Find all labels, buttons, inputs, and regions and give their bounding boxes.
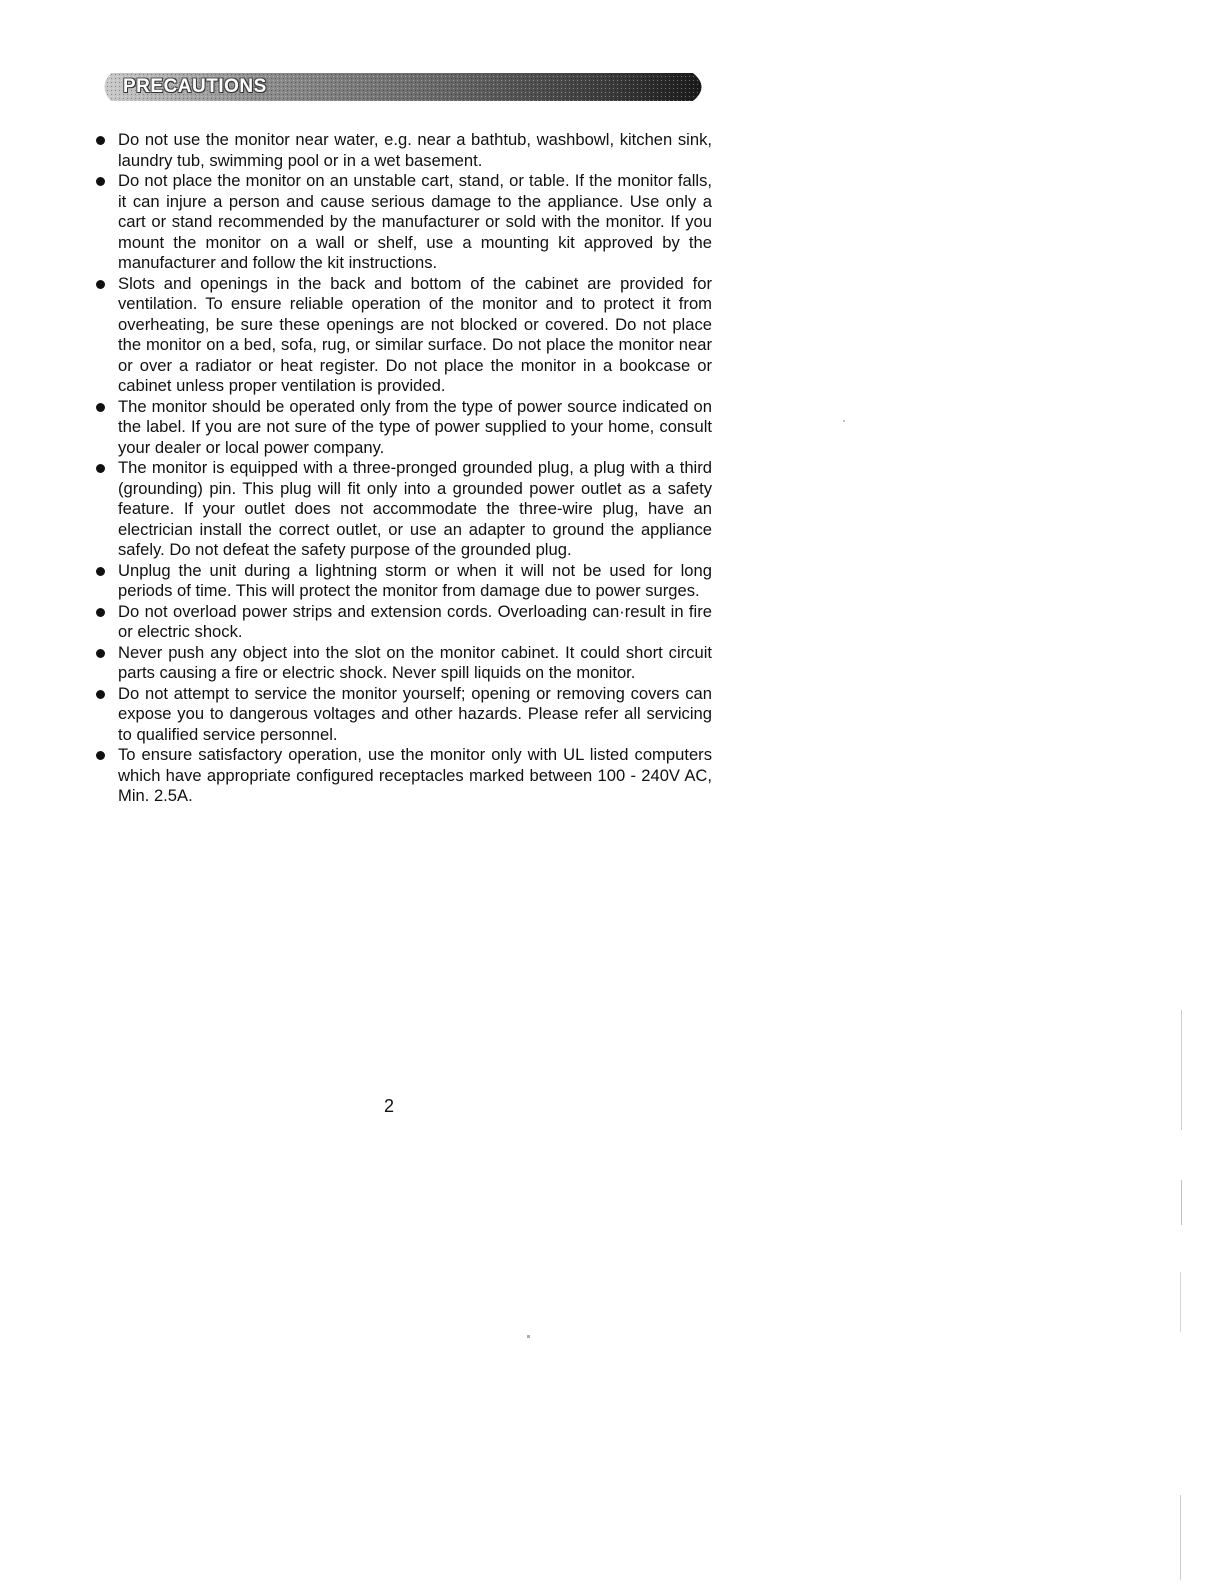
list-item — [88, 602, 712, 643]
scan-artifact — [527, 1335, 530, 1338]
list-item-text: To ensure satisfactory operation, use the monitor only with UL listed computers which have appropriate configured receptacles marked between 100 - 240V AC, Min. 2.5A. — [118, 745, 712, 805]
scan-artifact — [1181, 1180, 1182, 1225]
precautions-list — [88, 130, 712, 807]
bullet-icon — [96, 136, 105, 145]
bullet-icon — [96, 608, 105, 617]
bullet-icon — [96, 464, 105, 473]
list-item-text: Never push any object into the slot on the monitor cabinet. It could short circuit parts causing a fire or electric shock. Never spill liquids on the monitor. — [118, 642, 712, 682]
scan-artifact — [1180, 1495, 1181, 1580]
section-title: PRECAUTIONS — [123, 76, 267, 97]
page-number: 2 — [384, 1096, 395, 1116]
list-item — [88, 274, 712, 397]
bullet-icon — [96, 567, 105, 576]
list-item-text: The monitor should be operated only from the type of power source indicated on the label. If you are not sure of the type of power supplied to your home, consult your dealer or local power company. — [118, 396, 712, 457]
bullet-icon — [96, 751, 105, 760]
list-item — [88, 458, 712, 561]
list-item — [88, 684, 712, 746]
list-item-text: Do not overload power strips and extension cords. Overloading can·result in fire or electric shock. — [118, 601, 712, 641]
bullet-icon — [96, 403, 105, 412]
bullet-icon — [96, 649, 105, 658]
list-item — [88, 397, 712, 459]
list-item-text: Unplug the unit during a lightning storm or when it will not be used for long periods of time. This will protect the monitor from damage due to power surges. — [118, 560, 712, 600]
scan-artifact — [843, 420, 845, 422]
list-item — [88, 745, 712, 807]
list-item — [88, 171, 712, 274]
bullet-icon — [96, 280, 105, 289]
list-item-text: Slots and openings in the back and bottom of the cabinet are provided for ventilation. To ensure reliable operation of the monitor and to protect it from overheating, be sure these openings are not blocked or covered. Do not place the monitor on a bed, sofa, rug, or similar surface. Do not place the monitor near or over a radiator or heat register. Do not place the monitor in a bookcase or cabinet unless proper ventilation is provided. — [118, 273, 712, 395]
list-item-text: The monitor is equipped with a three-pronged grounded plug, a plug with a third (grounding) pin. This plug will fit only into a grounded power outlet as a safety feature. If your outlet does not accommodate the three-wire plug, have an electrician install the correct outlet, or use an adapter to ground the appliance safely. Do not defeat the safety purpose of the grounded plug. — [118, 458, 712, 559]
list-item — [88, 130, 712, 171]
bullet-icon — [96, 690, 105, 699]
scan-artifact — [1181, 1010, 1182, 1130]
list-item-text: Do not use the monitor near water, e.g. near a bathtub, washbowl, kitchen sink, laundry tub, swimming pool or in a wet basement. — [118, 130, 712, 170]
list-item — [88, 561, 712, 602]
list-item — [88, 643, 712, 684]
list-item-text: Do not place the monitor on an unstable cart, stand, or table. If the monitor falls, it can injure a person and cause serious damage to the appliance. Use only a cart or stand recommended by the manufacturer or sold with the monitor. If you mount the monitor on a wall or shelf, use a mounting kit approved by the manufacturer and follow the kit instructions. — [118, 171, 712, 272]
scan-artifact — [1180, 1272, 1181, 1332]
section-banner — [97, 72, 711, 102]
list-item-text: Do not attempt to service the monitor yourself; opening or removing covers can expose you to dangerous voltages and other hazards. Please refer all servicing to qualified service personnel. — [118, 683, 712, 744]
bullet-icon — [96, 177, 105, 186]
